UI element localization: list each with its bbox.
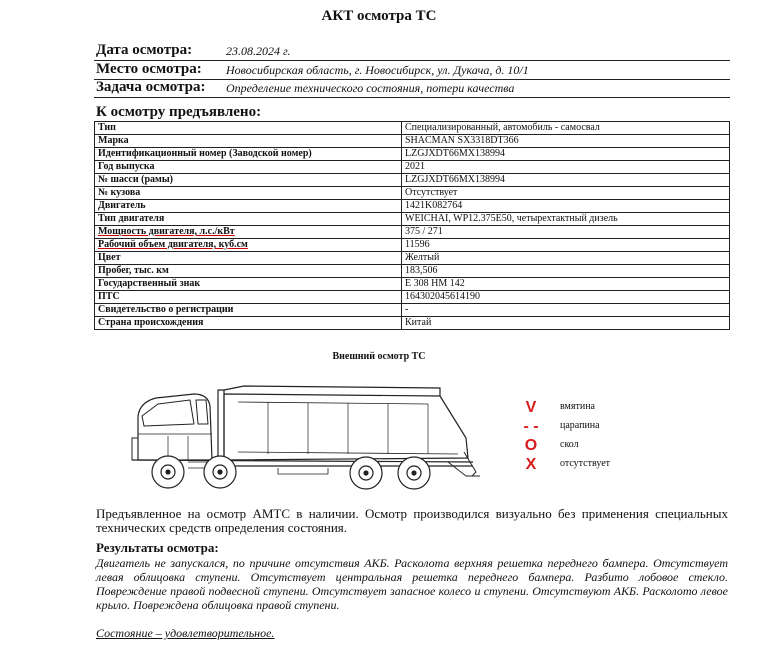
condition-summary: Состояние – удовлетворительное. — [96, 626, 275, 640]
inspection-task-value: Определение технического состояния, потери качества — [226, 81, 515, 95]
spec-value: LZGJXDT66MX138994 — [402, 174, 730, 187]
table-row — [95, 304, 730, 317]
inspection-task-label: Задача осмотра: — [96, 79, 206, 95]
inspection-place-value: Новосибирская область, г. Новосибирск, ул. Дукача, д. 10/1 — [226, 63, 529, 77]
spec-value: 1421K082764 — [402, 200, 730, 213]
chip-symbol-icon: O — [524, 437, 538, 454]
results-title: Результаты осмотра: — [96, 540, 219, 555]
spec-value: - — [402, 304, 730, 317]
spec-key: № кузова — [95, 187, 402, 200]
spec-key: Тип двигателя — [95, 213, 402, 226]
missing-symbol-icon: X — [525, 456, 537, 473]
table-row — [95, 252, 730, 265]
table-row — [95, 317, 730, 330]
scratch-symbol-icon: - - — [523, 418, 539, 435]
spec-value: 164302045614190 — [402, 291, 730, 304]
spec-key: Рабочий объем двигателя, куб.см — [95, 239, 402, 252]
inspection-intro-text: Предъявленное на осмотр АМТС в наличии. Осмотр производился визуально без применения специальных технических средств определения состояния. — [96, 506, 728, 535]
legend-label: отсутствует — [560, 458, 611, 469]
inspection-place-row — [94, 61, 730, 80]
spec-value: Желтый — [402, 252, 730, 265]
inspection-date-label: Дата осмотра: — [96, 42, 193, 58]
spec-value: 2021 — [402, 161, 730, 174]
table-row — [95, 200, 730, 213]
spec-value: 375 / 271 — [402, 226, 730, 239]
inspection-results-text: Двигатель не запускался, по причине отсутствия АКБ. Расколота верхняя решетка переднего бампера. Отсутствует левая облицовка ступени. Отсутствует центральная решетка переднего бампера. Разбито лобовое стекло. Повреждение правой подвесной ступени. Отсутствует запасное колесо и ступени. Отсутствуют АКБ. Расколото левое крыло. Повреждена облицовка правой ступени. — [96, 556, 728, 612]
dump-truck-diagram — [128, 376, 498, 494]
spec-key: Марка — [95, 135, 402, 148]
legend-label: вмятина — [560, 401, 595, 412]
spec-key: Государственный знак — [95, 278, 402, 291]
table-row — [95, 278, 730, 291]
table-row — [95, 239, 730, 252]
spec-value: WEICHAI, WP12.375E50, четырехтактный дизель — [402, 213, 730, 226]
table-row — [95, 161, 730, 174]
spec-key: ПТС — [95, 291, 402, 304]
spec-key: Свидетельство о регистрации — [95, 304, 402, 317]
exterior-inspection-title: Внешний осмотр ТС — [332, 351, 426, 362]
legend-label: скол — [560, 439, 579, 450]
document-title: АКТ осмотра ТС — [321, 8, 437, 24]
spec-value: Отсутствует — [402, 187, 730, 200]
table-row — [95, 148, 730, 161]
presented-title: К осмотру предъявлено: — [96, 104, 262, 120]
dent-symbol-icon: V — [525, 399, 537, 416]
spec-value: 11596 — [402, 239, 730, 252]
spec-key: Тип — [95, 122, 402, 135]
spec-key: № шасси (рамы) — [95, 174, 402, 187]
table-row — [95, 226, 730, 239]
table-row — [95, 174, 730, 187]
table-row — [95, 122, 730, 135]
spec-value: Китай — [402, 317, 730, 330]
spec-key: Двигатель — [95, 200, 402, 213]
spec-key: Год выпуска — [95, 161, 402, 174]
table-row — [95, 291, 730, 304]
spec-value: 183,506 — [402, 265, 730, 278]
table-row — [95, 265, 730, 278]
spec-value: Е 308 НМ 142 — [402, 278, 730, 291]
table-row — [95, 135, 730, 148]
spec-key: Страна происхождения — [95, 317, 402, 330]
inspection-date-row — [94, 42, 730, 61]
inspection-place-label: Место осмотра: — [96, 61, 202, 77]
inspection-date-value: 23.08.2024 г. — [226, 44, 291, 58]
spec-key: Мощность двигателя, л.с./кВт — [95, 226, 402, 239]
spec-value: SHACMAN SX3318DT366 — [402, 135, 730, 148]
spec-key: Идентификационный номер (Заводской номер) — [95, 148, 402, 161]
vehicle-spec-table — [94, 121, 730, 330]
inspection-task-row — [94, 79, 730, 98]
spec-key: Пробег, тыс. км — [95, 265, 402, 278]
table-row — [95, 187, 730, 200]
table-row — [95, 213, 730, 226]
spec-key: Цвет — [95, 252, 402, 265]
legend-label: царапина — [560, 420, 600, 431]
spec-value: LZGJXDT66MX138994 — [402, 148, 730, 161]
spec-value: Специализированный, автомобиль - самосвал — [402, 122, 730, 135]
